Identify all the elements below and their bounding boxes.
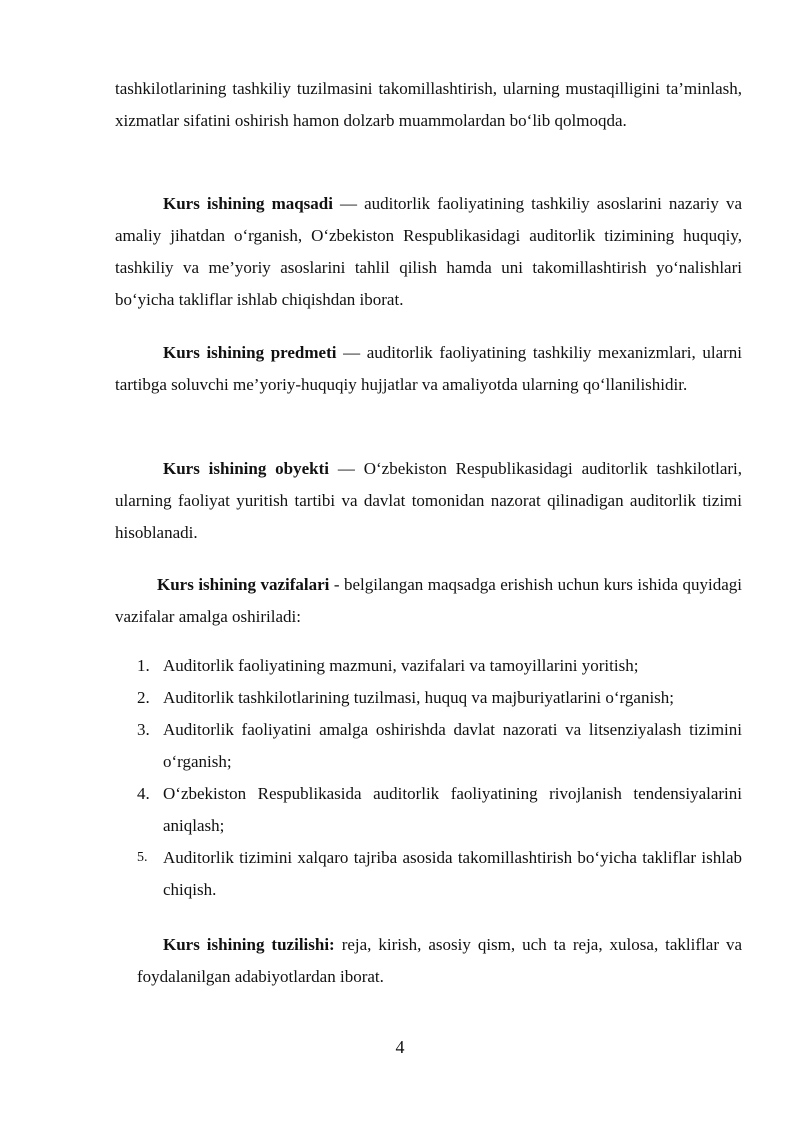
obyekt-text: O‘zbekiston Respublikasidagi auditorlik tashkilotlari, ularning faoliyat yuritish tartibi va davlat tomonidan nazorat qilinadigan auditorlik tizimi hisoblanadi. — [115, 459, 743, 542]
maqsad-label: Kurs ishining maqsadi — [163, 194, 333, 213]
obyekt-separator: — — [329, 459, 364, 478]
vazifalar-separator: - — [329, 575, 344, 594]
list-item-number: 1. — [137, 656, 150, 675]
maqsad-separator: — — [332, 194, 365, 213]
predmet-text: auditorlik faoliyatining tashkiliy mexanizmlari, ularni tartibga soluvchi me’yoriy-huquqiy hujjatlar va amaliyotda ularning qo‘llanilishidir. — [115, 343, 742, 394]
predmet-label: Kurs ishining predmeti — [163, 343, 337, 362]
list-item-number: 5. — [137, 850, 148, 865]
intro-paragraph: tashkilotlarining tashkiliy tuzilmasini takomillashtirish, ularning mustaqilligini ta’minlash, xizmatlar sifatini oshirish hamon dolzarb muammolardan bo‘lib qolmoqda. — [115, 79, 742, 130]
page-number: 4 — [395, 1037, 405, 1057]
tuzilishi-text: reja, kirish, asosiy qism, uch ta reja, xulosa, takliflar va foydalanilgan adabiyotlardan iborat. — [137, 935, 742, 986]
list-item-number: 4. — [137, 784, 150, 803]
vazifalar-label: Kurs ishining vazifalari — [157, 575, 330, 594]
list-item — [115, 842, 742, 906]
obyekt-paragraph — [115, 453, 742, 549]
list-item-number: 2. — [137, 688, 150, 707]
list-item-text: O‘zbekiston Respublikasida auditorlik faoliyatining rivojlanish tendensiyalarini aniqlash; — [163, 784, 742, 835]
list-item-text: Auditorlik faoliyatining mazmuni, vazifalari va tamoyillarini yoritish; — [163, 656, 639, 675]
list-item-text: Auditorlik tizimini xalqaro tajriba asosida takomillashtirish bo‘yicha takliflar ishlab chiqish. — [163, 848, 742, 899]
tuzilishi-paragraph — [137, 929, 742, 993]
maqsad-paragraph — [115, 188, 742, 316]
list-item-text: Auditorlik faoliyatini amalga oshirishda davlat nazorati va litsenziyalash tizimini o‘rganish; — [163, 720, 742, 771]
vazifalar-text: belgilangan maqsadga erishish uchun kurs ishida quyidagi vazifalar amalga oshiriladi: — [115, 575, 742, 626]
list-item-text: Auditorlik tashkilotlarining tuzilmasi, huquq va majburiyatlarini o‘rganish; — [163, 688, 675, 707]
tasks-list — [115, 650, 742, 906]
maqsad-text: auditorlik faoliyatining tashkiliy asoslarini nazariy va amaliy jihatdan o‘rganish, O‘zbekiston Respublikasidagi auditorlik tizimining huquqiy, tashkiliy va me’yoriy asoslarini tahlil qilish hamda uni takomillashtirish yo‘nalishlari bo‘yicha takliflar ishlab chiqishdan iborat. — [115, 194, 742, 309]
predmet-separator: — — [336, 343, 367, 362]
vazifalar-paragraph — [115, 569, 742, 633]
list-item — [115, 682, 742, 714]
list-item — [115, 778, 742, 842]
list-item — [115, 714, 742, 778]
obyekt-label: Kurs ishining obyekti — [163, 459, 330, 478]
predmet-paragraph — [115, 337, 742, 401]
list-item-number: 3. — [137, 720, 150, 739]
tuzilishi-label: Kurs ishining tuzilishi: — [163, 935, 335, 954]
list-item — [115, 650, 742, 682]
